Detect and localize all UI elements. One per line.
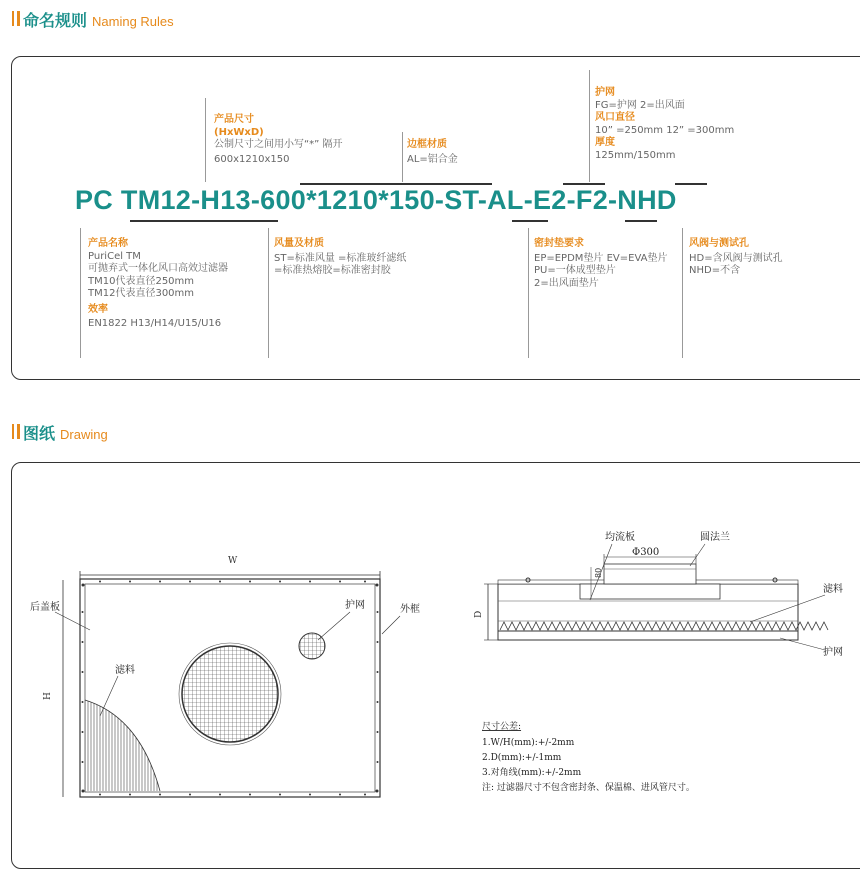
naming-title-en: Naming Rules (92, 14, 174, 29)
mesh-line2: 10” =250mm 12” =300mm (595, 124, 735, 136)
airflow-line1: ST=标准风量 =标准玻纤滤纸 (274, 252, 407, 264)
tolerance-title: 尺寸公差: (482, 722, 522, 732)
tolerance-notes (482, 720, 695, 793)
side-guard-label: 护网 (823, 647, 843, 658)
damper-line1: HD=含风阀与测试孔 (689, 252, 783, 264)
section-bar-icon (12, 11, 20, 26)
damper-block (689, 238, 783, 278)
name-title: 产品名称 (88, 238, 128, 249)
section-bar-icon (12, 424, 20, 439)
gasket-block (534, 238, 667, 290)
mesh-line3: 125mm/150mm (595, 149, 676, 161)
name-line4: TM12代表直径300mm (88, 288, 195, 299)
outer-frame-label: 外框 (400, 604, 420, 615)
mesh-title1: 护网 (595, 87, 615, 98)
size-subtitle: (HxWxD) (214, 126, 264, 138)
tolerance-note: 注: 过滤器尺寸不包含密封条、保温棉、进风管尺寸。 (482, 783, 695, 793)
dim-h: H (43, 692, 53, 700)
name-line1: PuriCel TM (88, 250, 141, 262)
guard-label: 护网 (345, 600, 365, 611)
name-block (88, 238, 228, 331)
media-label: 滤料 (115, 665, 135, 676)
diffuser-plate (580, 584, 720, 599)
airflow-block (274, 238, 406, 278)
tolerance-line2: 2.D(mm):+/-1mm (482, 753, 562, 763)
size-line1: 公制尺寸之间用小写“*” 隔开 (214, 139, 343, 150)
size-block (214, 114, 343, 166)
mesh-line1: FG=护网 2=出风面 (595, 99, 685, 111)
side-view (474, 530, 843, 658)
gasket-title: 密封垫要求 (534, 238, 584, 249)
frame-title: 边框材质 (407, 139, 447, 150)
drawing-title-cn: 图纸 (23, 424, 56, 443)
product-code: PC TM12-H13-600*1210*150-ST-AL-E2-F2-NHD (75, 185, 677, 215)
gasket-line1: EP=EPDM垫片 EV=EVA垫片 (534, 252, 668, 264)
diffuser-label: 均流板 (605, 532, 635, 543)
dim-d: D (474, 610, 484, 618)
mesh-title3: 厚度 (595, 137, 615, 148)
damper-line2: NHD=不含 (689, 265, 741, 276)
airflow-line2: =标准热熔胶=标准密封胶 (274, 265, 391, 276)
dim-w: W (228, 556, 238, 566)
technical-drawing (0, 462, 860, 867)
back-cover-label: 后盖板 (30, 602, 60, 613)
side-media-label: 滤料 (823, 584, 843, 595)
name-line3: TM10代表直径250mm (88, 275, 195, 287)
efficiency-title: 效率 (88, 303, 108, 315)
diameter-label: Φ300 (632, 547, 660, 558)
frame-block (407, 139, 458, 166)
name-line2: 可抛弃式一体化风口高效过滤器 (88, 263, 228, 274)
mesh-title2: 风口直径 (595, 112, 635, 123)
frame-line1: AL=铝合金 (407, 153, 458, 165)
name-line5: EN1822 H13/H14/U15/U16 (88, 318, 222, 329)
size-title: 产品尺寸 (214, 114, 254, 125)
naming-title-cn: 命名规则 (23, 11, 88, 30)
naming-rules-header (12, 8, 174, 31)
collar (604, 564, 696, 584)
airflow-title: 风量及材质 (274, 238, 324, 249)
collar-label: 圆法兰 (700, 532, 730, 543)
mesh-circle (182, 646, 278, 742)
drawing-title-en: Drawing (60, 427, 108, 442)
drawing-header (12, 421, 108, 444)
damper-title: 风阀与测试孔 (689, 238, 749, 249)
tolerance-line3: 3.对角线(mm):+/-2mm (482, 768, 582, 778)
gasket-line3: 2=出风面垫片 (534, 277, 599, 289)
dim-80: 80 (594, 567, 603, 578)
tolerance-line1: 1.W/H(mm):+/-2mm (482, 738, 575, 748)
size-line2: 600x1210x150 (214, 153, 290, 165)
front-view (30, 556, 420, 797)
mesh-block (595, 87, 734, 162)
gasket-line2: PU=一体成型垫片 (534, 265, 616, 276)
